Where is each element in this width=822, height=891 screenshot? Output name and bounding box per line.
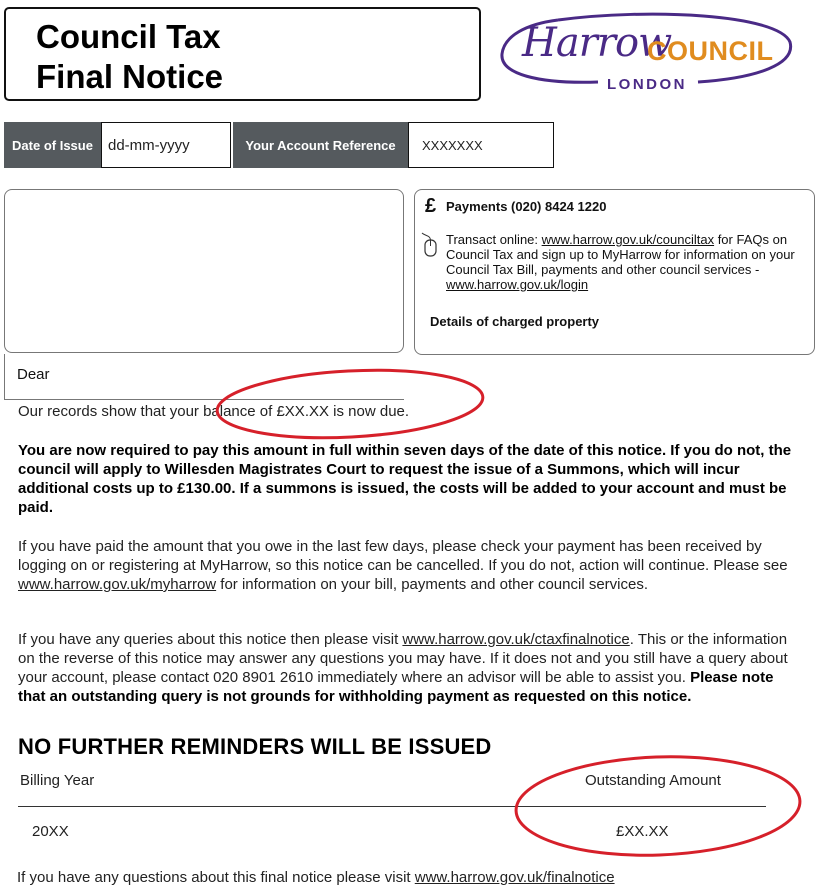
account-reference-row xyxy=(233,122,554,168)
outstanding-amount-header: Outstanding Amount xyxy=(585,772,721,789)
payments-box xyxy=(414,189,815,355)
logo-council-text: COUNCIL xyxy=(647,36,774,66)
greeting: Dear xyxy=(17,366,50,383)
payments-online-text xyxy=(446,232,806,292)
date-of-issue-value: dd-mm-yyyy xyxy=(101,122,231,168)
login-link[interactable]: www.harrow.gov.uk/login xyxy=(446,277,589,292)
finalnotice-link[interactable]: www.harrow.gov.uk/finalnotice xyxy=(414,869,615,886)
paid-suffix: for information on your bill, payments and other council services. xyxy=(216,576,648,593)
no-further-reminders-heading: NO FURTHER REMINDERS WILL BE ISSUED xyxy=(18,734,492,759)
outstanding-amount-value: £XX.XX xyxy=(616,823,669,840)
address-box xyxy=(4,189,404,353)
mouse-icon xyxy=(419,232,439,261)
billing-year-value: 20XX xyxy=(32,823,69,840)
pound-icon: £ xyxy=(425,195,437,217)
summons-warning: You are now required to pay this amount in full within seven days of the date of this notice. If you do not, the council will apply to Willesden Magistrates Court to request the issue of a Summons, which will incur additional costs up to £130.00. If a summons is issued, the costs will be added to your account and must be paid. xyxy=(18,442,792,516)
counciltax-link[interactable]: www.harrow.gov.uk/counciltax xyxy=(541,232,715,247)
logo-harrow-text: Harrow xyxy=(522,20,672,66)
ctaxfinalnotice-link[interactable]: www.harrow.gov.uk/ctaxfinalnotice xyxy=(402,631,630,648)
footer-text xyxy=(17,869,615,886)
reference-row xyxy=(4,122,231,168)
online-prefix: Transact online: xyxy=(446,232,542,247)
greeting-box xyxy=(4,354,404,400)
balance-text: Our records show that your balance of £XX.XX is now due. xyxy=(18,403,410,420)
date-of-issue-label: Date of Issue xyxy=(4,122,101,168)
queries-text xyxy=(18,630,792,706)
title-line-2: Final Notice xyxy=(36,58,224,95)
harrow-council-logo xyxy=(498,12,794,96)
title-line-1: Council Tax xyxy=(36,18,221,55)
query-text: If you have any queries about this notice then please visit xyxy=(18,631,403,648)
online-middle: for FAQs on Council Tax and sign up to MyHarrow for information on your Council Tax Bill, payments and other council services - xyxy=(446,232,795,277)
billing-year-header: Billing Year xyxy=(20,772,95,789)
paid-text: If you have paid the amount that you owe in the last few days, please check your payment has been received by logging on or registering at MyHarrow, so this notice can be cancelled. If you do not, action will continue. Please see xyxy=(18,538,788,574)
query-middle: . This or the information on the reverse of this notice may answer any questions you may have. If it does not and you still have a query about your account, please contact 020 8901 2610 immediately where an advisor will be able to assist you. xyxy=(18,631,788,686)
already-paid-text xyxy=(18,537,792,594)
account-reference-value: XXXXXXX xyxy=(408,122,554,168)
payments-phone: Payments (020) 8424 1220 xyxy=(446,199,607,214)
footer-prefix: If you have any questions about this final notice please visit xyxy=(17,869,415,886)
notice-title-box xyxy=(4,7,481,101)
account-reference-label: Your Account Reference xyxy=(233,122,408,168)
query-bold-note: Please note that an outstanding query is not grounds for withholding payment as requested on this notice. xyxy=(18,669,774,705)
myharrow-link[interactable]: www.harrow.gov.uk/myharrow xyxy=(18,576,217,593)
table-divider xyxy=(18,806,766,807)
logo-london-text: LONDON xyxy=(607,76,687,93)
charged-property-label: Details of charged property xyxy=(430,314,600,329)
